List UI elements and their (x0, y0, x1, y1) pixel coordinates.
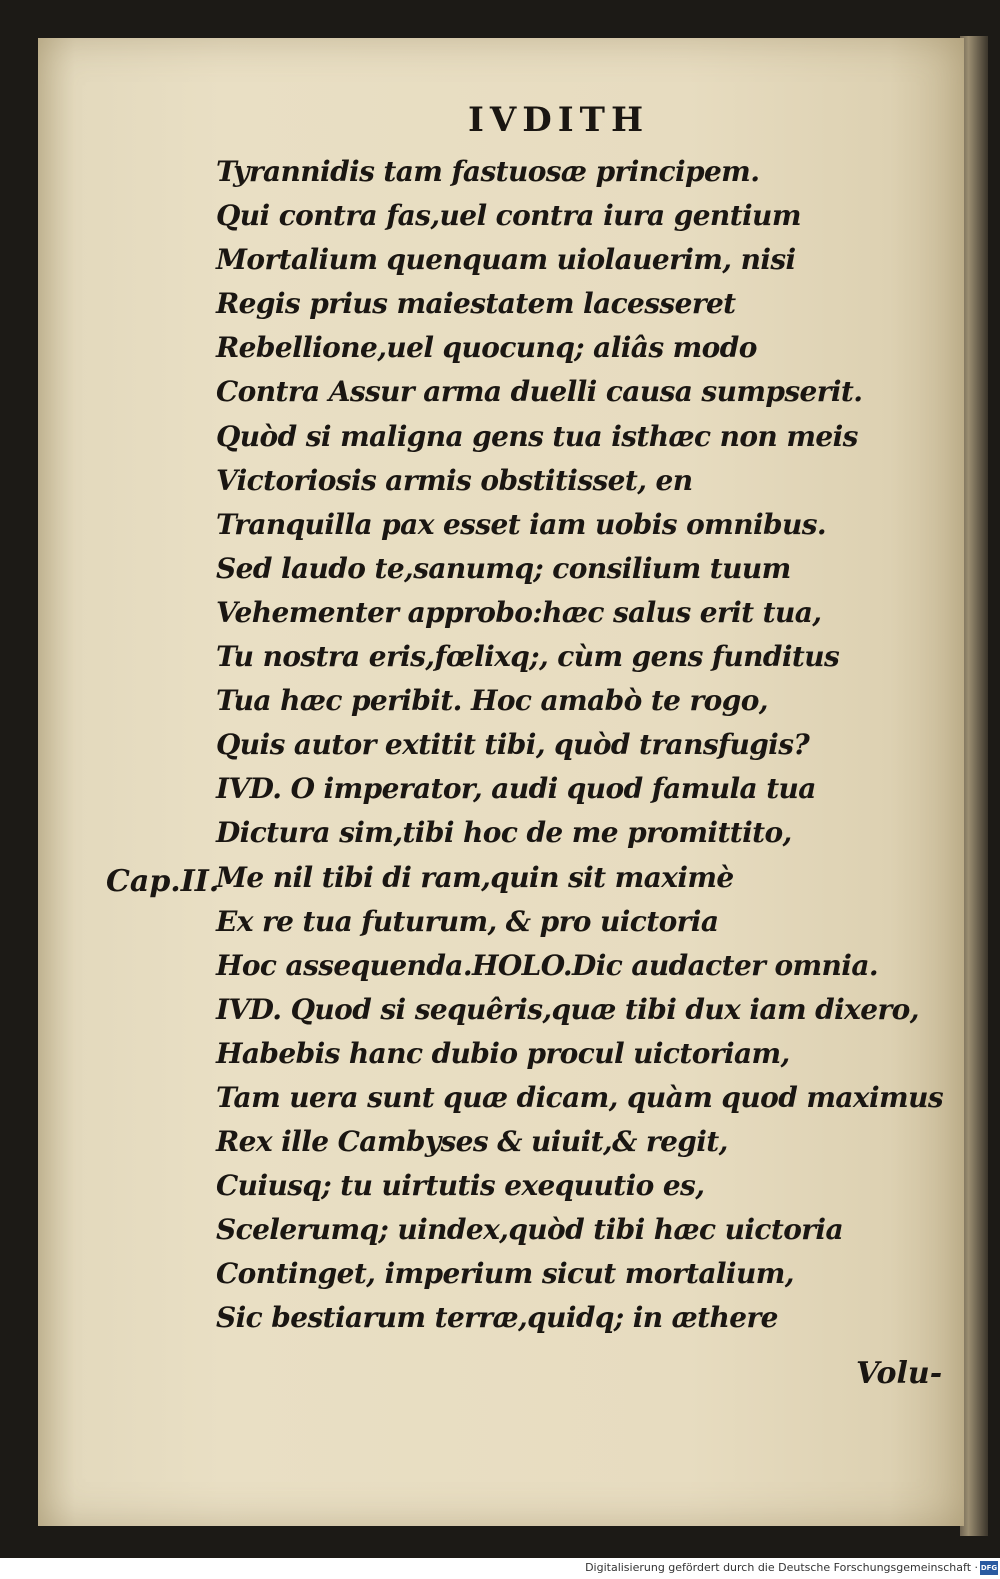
verse-line: Qui contra fas,uel contra iura gentium (216, 199, 801, 233)
verse-line: Sic bestiarum terræ,quidq; in æthere (216, 1301, 778, 1335)
verse-line: Continget, imperium sicut mortalium, (216, 1257, 794, 1291)
margin-note-chapter: Cap.II. (106, 864, 220, 899)
running-head: IVDITH (468, 100, 650, 140)
verse-line: Tyrannidis tam fastuosæ principem. (216, 155, 760, 188)
verse-line: Cuiusq; tu uirtutis exequutio es, (216, 1169, 705, 1203)
catchword: Volu- (856, 1356, 943, 1391)
verse-line: Dictura sim,tibi hoc de me promittito, (216, 816, 792, 850)
verse-line: Habebis hanc dubio procul uictoriam, (216, 1036, 790, 1070)
verse-line: Me nil tibi di ram,quin sit maximè (216, 860, 734, 894)
verse-line: Rebellione,uel quocunq; aliâs modo (216, 331, 757, 365)
verse-line: Scelerumq; uindex,quòd tibi hæc uictoria (216, 1213, 844, 1247)
verse-line: Tranquilla pax esset iam uobis omnibus. (216, 507, 827, 541)
verse-line: Regis prius maiestatem lacesseret (216, 287, 736, 321)
verse-line: Hoc assequenda.HOLO.Dic audacter omnia. (216, 948, 879, 982)
verse-line: Tam uera sunt quæ dicam, quàm quod maximus (216, 1080, 943, 1114)
verse-line: Ex re tua futurum, & pro uictoria (216, 904, 719, 938)
verse-line: Tua hæc peribit. Hoc amabò te rogo, (216, 684, 768, 718)
digitization-credit: Digitalisierung gefördert durch die Deutsche Forschungsgemeinschaft · (585, 1561, 978, 1574)
verse-line: Quis autor extitit tibi, quòd transfugis? (216, 728, 810, 762)
dfg-logo-icon: DFG (980, 1561, 998, 1575)
footer-bar (0, 1558, 1000, 1579)
verse-text-block (216, 150, 943, 1341)
verse-line: IVD. O imperator, audi quod famula tua (216, 772, 816, 806)
verse-line: Quòd si maligna gens tua isthæc non meis (216, 419, 858, 453)
verse-line: IVD. Quod si sequêris,quæ tibi dux iam dixero, (216, 992, 919, 1026)
verse-line: Tu nostra eris,fœlixq;, cùm gens funditus (216, 640, 840, 674)
book-page-edge (960, 36, 988, 1536)
verse-line: Contra Assur arma duelli causa sumpserit. (216, 375, 863, 409)
verse-line: Rex ille Cambyses & uiuit,& regit, (216, 1125, 728, 1159)
verse-line: Mortalium quenquam uiolauerim, nisi (216, 243, 796, 277)
verse-line: Sed laudo te,sanumq; consilium tuum (216, 551, 791, 585)
verse-line: Victoriosis armis obstitisset, en (216, 463, 693, 497)
verse-line: Vehementer approbo:hæc salus erit tua, (216, 595, 822, 629)
